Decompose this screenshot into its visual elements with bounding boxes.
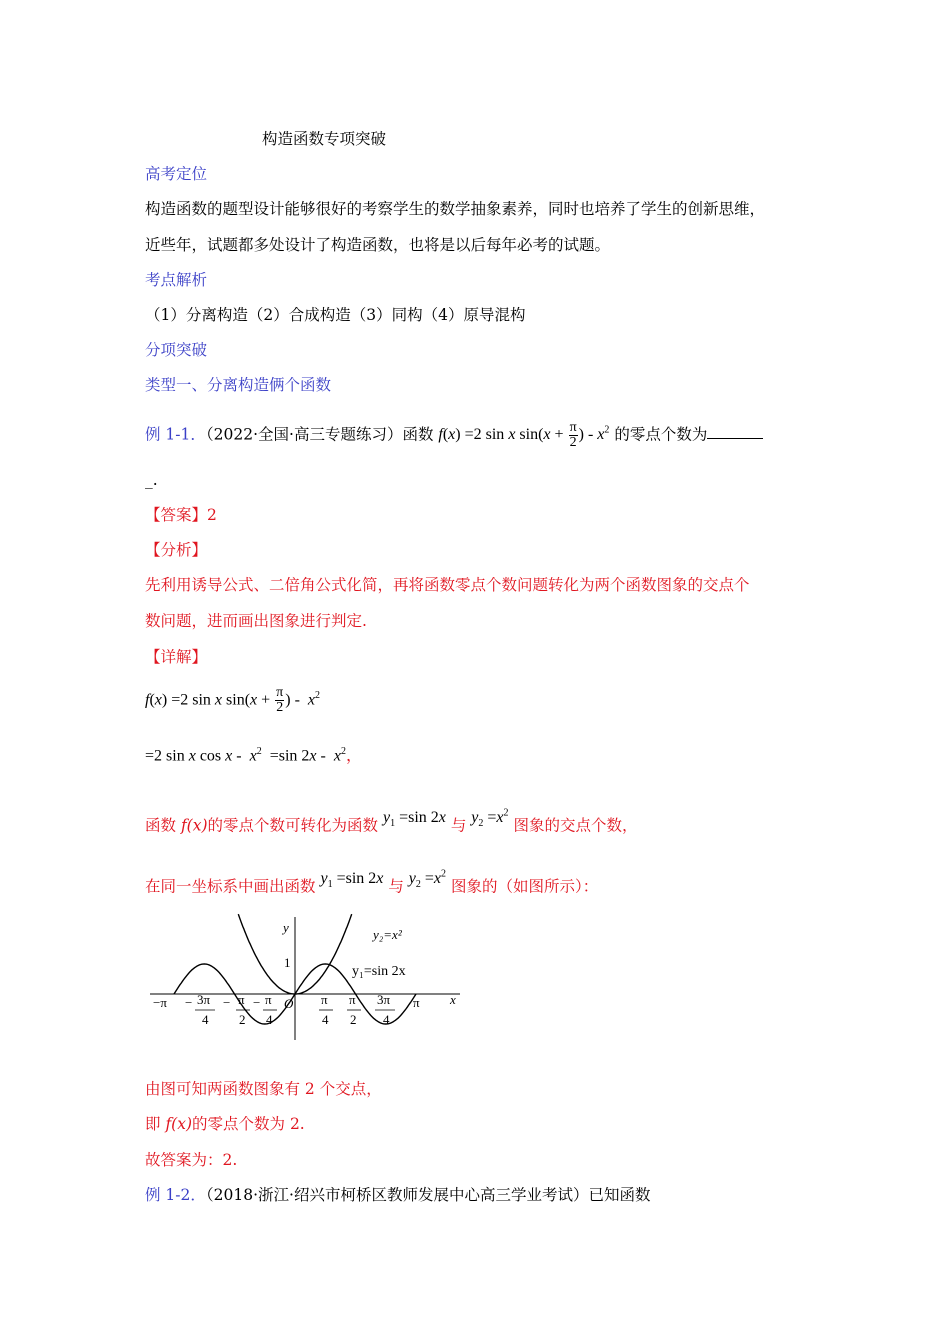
zero-text-b: 的零点个数可转化为函数 — [207, 816, 379, 835]
tick-pos-pi4-den: 4 — [322, 1012, 329, 1027]
draw-line — [145, 869, 599, 904]
tick-3pi-num: 3π — [197, 992, 211, 1007]
function-graph — [145, 912, 465, 1042]
section-heading-gaokao: 高考定位 — [145, 165, 208, 183]
example-label: 例 1-1． — [145, 425, 206, 444]
type1-heading: 类型一、分离构造俩个函数 — [145, 376, 332, 394]
conc2-b: 的零点个数为 2. — [192, 1115, 305, 1133]
conclusion-3: 故答案为：2. — [145, 1151, 238, 1169]
answer-value: 2 — [207, 506, 217, 524]
y2-formula-2: $y_2 =x^2$ — [408, 869, 447, 891]
conclusion-2 — [145, 1114, 305, 1134]
conc2-a: 即 — [145, 1115, 166, 1133]
tick-pi4-num: π — [265, 992, 272, 1007]
draw-text-a: 在同一坐标系中画出函数 — [145, 877, 316, 896]
intro-line-1: 构造函数的题型设计能够很好的考察学生的数学抽象素养，同时也培养了学生的创新思维， — [145, 200, 766, 218]
detail-tag: 【详解】 — [145, 648, 208, 666]
example-2-label: 例 1-2． — [145, 1186, 206, 1204]
answer-line — [145, 505, 217, 525]
conclusion-1: 由图可知两函数图象有 2 个交点， — [145, 1080, 382, 1098]
draw-text-d: 图象的（如图所示）： — [450, 877, 599, 896]
example-source: （2022·全国·高三专题练习）函数 — [205, 425, 434, 444]
formula-comma: ， — [345, 747, 362, 765]
conc2-fx: f(x) — [165, 1115, 193, 1133]
analysis-line-1: 先利用诱导公式、二倍角公式化简，再将函数零点个数问题转化为两个函数图象的交点个 — [145, 576, 750, 594]
detail-formula-1: f(x) =2 sin x sin(x + $\frac{\pi}{2}$ ) - $x^2$ — [145, 685, 321, 716]
tick-neg-sign-pi4: − — [253, 995, 261, 1010]
analysis-tag: 【分析】 — [145, 541, 208, 559]
tick-pi4-den: 4 — [266, 1012, 273, 1027]
zero-text-fx: f(x) — [180, 816, 208, 835]
function-formula: f(x) =2 sin x sin(x + $\frac{\pi}{2}$ ) - $x^2$ — [438, 420, 610, 451]
tick-neg-sign-pi2: − — [223, 995, 231, 1010]
zero-text-a: 函数 — [145, 816, 181, 835]
zero-text-d: 图象的交点个数， — [513, 816, 638, 835]
x-axis-label: x — [450, 992, 456, 1007]
origin-label: O — [284, 996, 294, 1011]
example-1-1-cont: _. — [145, 471, 158, 489]
section-heading-fenxiang: 分项突破 — [145, 341, 208, 359]
tick-neg-pi: −π — [153, 995, 167, 1010]
y1-formula: $y_1 =\sin$ 2x — [382, 809, 446, 830]
tick-pos-3pi4-num: 3π — [377, 992, 391, 1007]
tick-pos-pi: π — [413, 995, 420, 1010]
analysis-line-2: 数问题，进而画出图象进行判定. — [145, 612, 367, 630]
example-tail: 的零点个数为 — [614, 425, 708, 444]
zero-conversion-line — [145, 808, 638, 843]
tick-neg-sign-3pi4: − — [185, 995, 193, 1010]
tick-pos-pi4-num: π — [321, 992, 328, 1007]
answer-tag: 【答案】 — [145, 506, 208, 524]
doc-title: 构造函数专项突破 — [262, 130, 387, 148]
label-y1: y₁=sin 2x — [352, 964, 406, 979]
tick-3pi-den: 4 — [202, 1012, 209, 1027]
example-2-text: （2018·浙江·绍兴市柯桥区教师发展中心高三学业考试）已知函数 — [205, 1186, 651, 1204]
y2-formula: $y_2 =x^2$ — [471, 808, 509, 830]
kaodian-list: （1）分离构造（2）合成构造（3）同构（4）原导混构 — [145, 306, 526, 324]
example-1-1 — [145, 421, 763, 450]
tick-pos-pi2-num: π — [349, 992, 356, 1007]
y-axis-label: y — [283, 920, 289, 935]
draw-text-c: 与 — [388, 877, 404, 896]
intro-line-2: 近些年，试题都多处设计了构造函数，也将是以后每年必考的试题。 — [145, 236, 611, 254]
tick-pi2-num: π — [238, 992, 245, 1007]
y1-formula-2: $y_1 =\sin$ 2x — [320, 870, 384, 891]
section-heading-kaodian: 考点解析 — [145, 271, 208, 289]
tick-one-label: 1 — [284, 955, 291, 970]
example-1-2 — [145, 1185, 650, 1205]
tick-pos-pi2-den: 2 — [350, 1012, 357, 1027]
zero-text-c: 与 — [450, 816, 467, 835]
tick-pos-3pi4-den: 4 — [383, 1012, 390, 1027]
tick-pi2-den: 2 — [239, 1012, 246, 1027]
answer-blank — [707, 423, 763, 439]
detail-formula-2: =2 sin x $\cos x - x^2 =\sin$ $2x - x^2$， — [145, 746, 362, 765]
label-y2: y₂=x² — [373, 927, 402, 942]
